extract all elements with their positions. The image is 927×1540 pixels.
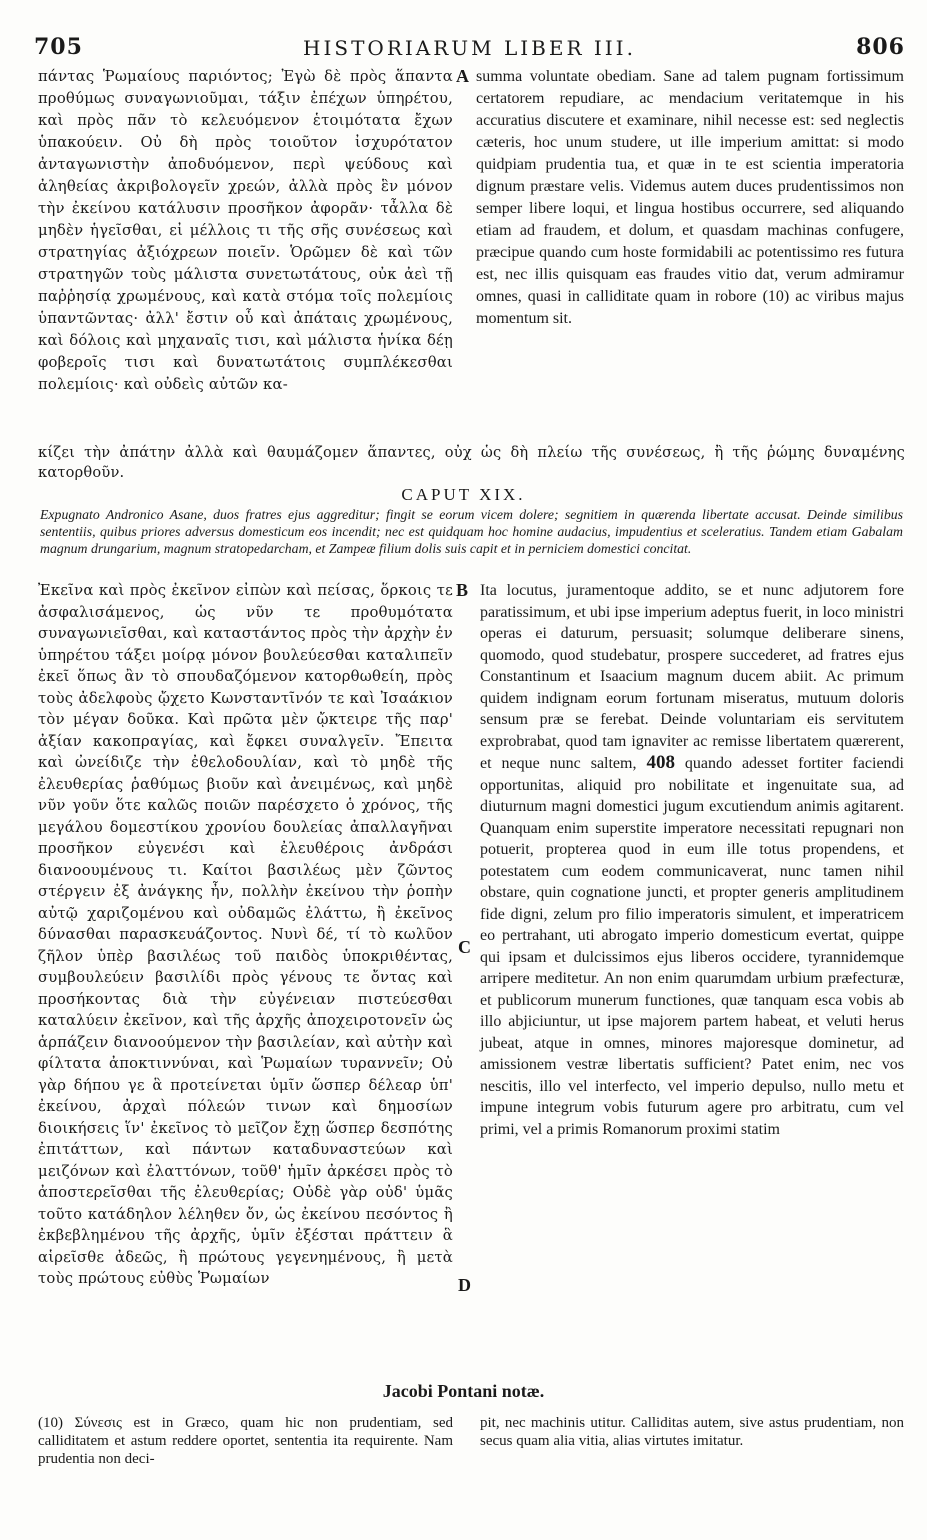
page-number-right: 806 [856, 34, 905, 60]
running-header [34, 34, 905, 66]
greek-text-1: πάντας Ῥωμαίους παριόντος; Ἐγὼ δὲ πρὸς ἅπαντα προθύμως συναγωνιοῦμαι, τάξιν ἐπέχων ὑπηρέτου, καὶ πρὸς πᾶν τὸ κελευόμενον ἑτοιμότατα ἔχων ὑπακούειν. Οὐ δὴ πρὸς τοιοῦτον ἰσχυρότατον ἀνταγωνιστὴν ἀποδυόμενον, περὶ ψεύδους καὶ ἀληθείας ἀκριβολογεῖν χρεών, ἀλλὰ πρὸς ἓν μόνον τὴν ἐκείνου κατάλυσιν προσῆκον ἀφορᾶν· τἆλλα δὲ μηδὲν ἡγεῖσθαι, εἰ μέλλοις τι τῆς σῆς συνέσεως καὶ στρατηγίας ἀξιόχρεων ποιεῖν. Ὁρῶμεν δὲ καὶ τῶν στρατηγῶν τοὺς μάλιστα συνετωτάτους, οὐκ ἀεὶ τῇ παῤῥησίᾳ χρωμένους, καὶ κατὰ στόμα τοῖς πολεμίοις ὑπαντῶντας· ἀλλ' ἔστιν οὗ καὶ ἀπάταις χρωμένους, καὶ δόλοις καὶ μηχαναῖς τισι, καὶ μάλιστα ἡνίκα δέῃ φοβεροῖς τισι καὶ δυνατωτάτοις συμπλέκεσθαι πολεμίοις· καὶ οὐδεὶς αὐτῶν κα- [38, 68, 453, 393]
latin-text-1: summa voluntate obediam. Sane ad talem pugnam fortissimum certatorem repudiare, ac mendacium veritatemque in his accuratius discutere et examinare, nihil necesse est: sed neglectis cæteris, hoc unum studere, ut ille imperium amittat: si modo quidpiam prudentia tua, et quæ in te est scientia imperatoria dignum præstare velis. Videmus autem duces prudentissimos non semper libere loqui, et lingua hostibus occurrere, sed aliquando etiam ad fraudem, et dolum, et quasdam machinas confugere, præcipue quando cum hoste formidabili ac potentissimo res futura est, nec illis quisquam eas fraudes vitio dat, verum admiramur omnes, quasi in calliditate quam in robore (10) ac viribus majus momentum sit. [476, 68, 904, 327]
chapter-summary: Expugnato Andronico Asane, duos fratres ejus aggreditur; fingit se eorum vicem dolere; segnitiem in quærenda libertate accusat. Deinde similibus sententiis, quibus priores adversus domesticum eos incendit; nec est quidquam hoc homine audacius, impudentius et sceleratius. Tandem etiam Gabalam magnum drungarium, magnum stratopedarcham, et Zampeæ filium dolis suis capit et in perniciem domestici concitat. [40, 507, 903, 556]
notes-heading: Jacobi Pontani notæ. [382, 1381, 545, 1401]
note-left-text: (10) Σύνεσις est in Græco, quam hic non prudentiam, sed calliditatem et astum reddere oportet, sententia ita requirente. Nam prudentia non deci- [38, 1415, 453, 1467]
margin-marker-b: B [456, 580, 469, 600]
latin-column-2 [480, 580, 904, 1140]
page-reference-badge: 408 [646, 752, 675, 773]
note-right-text: pit, nec machinis utitur. Calliditas autem, sive astus prudentiam, non secus quam alia vitia, alias virtutes imitatur. [480, 1415, 904, 1449]
latin-text-2 [480, 580, 904, 1140]
note-left [38, 1414, 453, 1468]
latin-column-1 [476, 66, 904, 330]
greek-column-2 [38, 580, 453, 1290]
margin-marker-d: D [458, 1275, 471, 1295]
latin-text-2b: quando adesset fortiter faciendi opportunitas, aliquid pro nobilitate et ingenuitate sua, ad diuturnum magni domestici jugum excutiendum animis agitarent. Quanquam enim superstite imperatore necessitati repugnari non potuerit, propterea quod in eum ille totus propendens, et potestatem cum eodem communicaverat, nunc tamen nihil obstare, quin cognatione juncti, et propter generis amplitudinem fide digni, zelum pro filio imperatoris simulent, et imperatricem eo pertrahant, uti abrogato imperio domesticum evertat, quippe qui ipsam et dulcissimos ejus liberos occidere, tyrannidemque arripere meditetur. An non enim quarumdam urbium præfecturæ, et publicorum munerum functiones, quæ tanquam esca vobis ab illo abjiciuntur, ut ipse majorem partem habeat, et veluti herus jubeat, atque in omnes, minores majoresque dominetur, ad amissionem vestræ libertatis sufficient? Patet enim, nec vos nescitis, illo vel interfecto, vel imperio depulso, nullo metu et impune integrum vobis futurum agere pro arbitratu, cum vel primi, vel a primis Romanorum proximi statim [480, 755, 904, 1138]
greek-text-2: Ἐκεῖνα καὶ πρὸς ἐκεῖνον εἰπὼν καὶ πείσας, ὅρκοις τε ἀσφαλισάμενος, ὡς νῦν τε προθυμότατα συναγωνιεῖσθαι, καὶ καταστάντος πρὸς τὴν ἀρχὴν ἐν ὑπηρέτου τάξει μοίρᾳ μόνον βουλεύεσθαι καταλιπεῖν ἐκεῖ ὅπως ἂν τὸ σπουδαζόμενον κατορθωθείη, πρὸς τοὺς ἀδελφοὺς ᾤχετο Κωνσταντῖνόν τε καὶ Ἰσαάκιον τὸν μέγαν δοῦκα. Καὶ πρῶτα μὲν ᾤκτειρε τῆς παρ' ἀξίαν κακοπραγίας, καὶ ἔφκει συναλγεῖν. Ἔπειτα καὶ ὠνείδιζε τὴν ἐθελοδουλίαν, καὶ τὸ μηδὲ τῆς ἐλευθερίας ῥαθύμως βιοῦν καὶ ἀνειμένως, καὶ μηδὲ νῦν γοῦν ὅτε καλῶς ποιῶν παρέσχετο ὁ χρόνος, τῆς μεγάλου δομεστίκου χρονίου δουλείας ἀπαλλαγῆναι προσῆκον εὐγενέσι καὶ ἐλευθέροις ἀνδράσι διανοουμένους τι. Καίτοι βασιλέως μὲν ζῶντος στέργειν ἐξ ἀνάγκης ἦν, πολλὴν ἐκείνου τὴν ῥοπὴν αὐτῷ χαριζομένου καὶ οὐδαμῶς ἐλάττω, ἢ ἐκεῖνος δύνασθαι παρασκευάζοντος. Νυνὶ δέ, τί τὸ κωλῦον ζῆλον ὑπὲρ βασιλέως τοῦ παιδὸς ὑποκριθέντας, συμβουλεύειν βασιλίδι πρὸς γένους τε ὄντας καὶ προσήκοντας διὰ τὴν εὐγένειαν πιστεύεσθαι καταλύειν ἐκεῖνον, καὶ τῆς ἀρχῆς ἀποχειροτονεῖν ὡς ἁρπάζειν διανοούμενον τὴν βασιλείαν, καὶ αὐτὴν καὶ φίλτατα ἀποκτιννύναι, καὶ Ῥωμαίων τυραννεῖν; Οὐ γὰρ δήπου γε ἃ προτείνεται ὑμῖν ὥσπερ δέλεαρ ὑπ' ἐκείνου, ἀρχαὶ πόλεών τινων καὶ δημοσίων διοικήσεις ἵν' ἐκεῖνος τὸ μεῖζον ἔχῃ ὥσπερ δεσπότης ἐπιτάττων, καὶ πάντων καταδυναστεύων καὶ μειζόνων καὶ ἐλαττόνων, τοῦθ' ἡμῖν ἀρκέσει πρὸς τὸ ἀποστερεῖσθαι τῆς ἐλευθερίας; Οὐδὲ γὰρ οὐδ' ὑμᾶς τοῦτο κατάδηλον λέληθεν ὄν, ὡς ἐκείνου πεσόντος ἢ ἐκβεβλημένου τῆς ἀρχῆς, ὑμῖν ἐξέσται πράττειν ἃ αἱρεῖσθε ἀδεῶς, ἢ πρώτους γεγενημένους, ἢ μετὰ τοὺς πρώτους εὐθὺς Ῥωμαίων [38, 582, 453, 1287]
page-number-left: 705 [34, 34, 83, 60]
greek-text-fullwidth: κίζει τὴν ἀπάτην ἀλλὰ καὶ θαυμάζομεν ἅπαντες, οὐχ ὡς δὴ πλείω τῆς συνέσεως, ἢ τῆς ῥώμης δυναμένης κατορθοῦν. [38, 443, 905, 481]
chapter-heading: CAPUT XIX. [401, 485, 526, 504]
latin-text-2a: Ita locutus, juramentoque addito, se et nunc adjutorem fore paratissimum, et ubi ipse imperium adeptus fuerit, in loco ministri operas ei daturum, persuasit; solumque deliberare sinens, quomodo, quod studebatur, prospere succederet, ad fratres ejus Constantinum et Isaacium magnum ducem abiit. Ac primum quidem indignam eorum fortunam miseratus, mutuum doloris sensum præ se ferebat. Deinde voluntariam eis servitutem exprobrabat, quod tam ignaviter ac remisse libertatem quærerent, et neque nunc saltem, [480, 582, 904, 772]
margin-marker-c: C [458, 937, 471, 957]
margin-marker-a: A [456, 66, 469, 86]
note-right [480, 1414, 904, 1450]
running-title: HISTORIARUM LIBER III. [303, 36, 636, 60]
greek-column-1 [38, 66, 453, 396]
